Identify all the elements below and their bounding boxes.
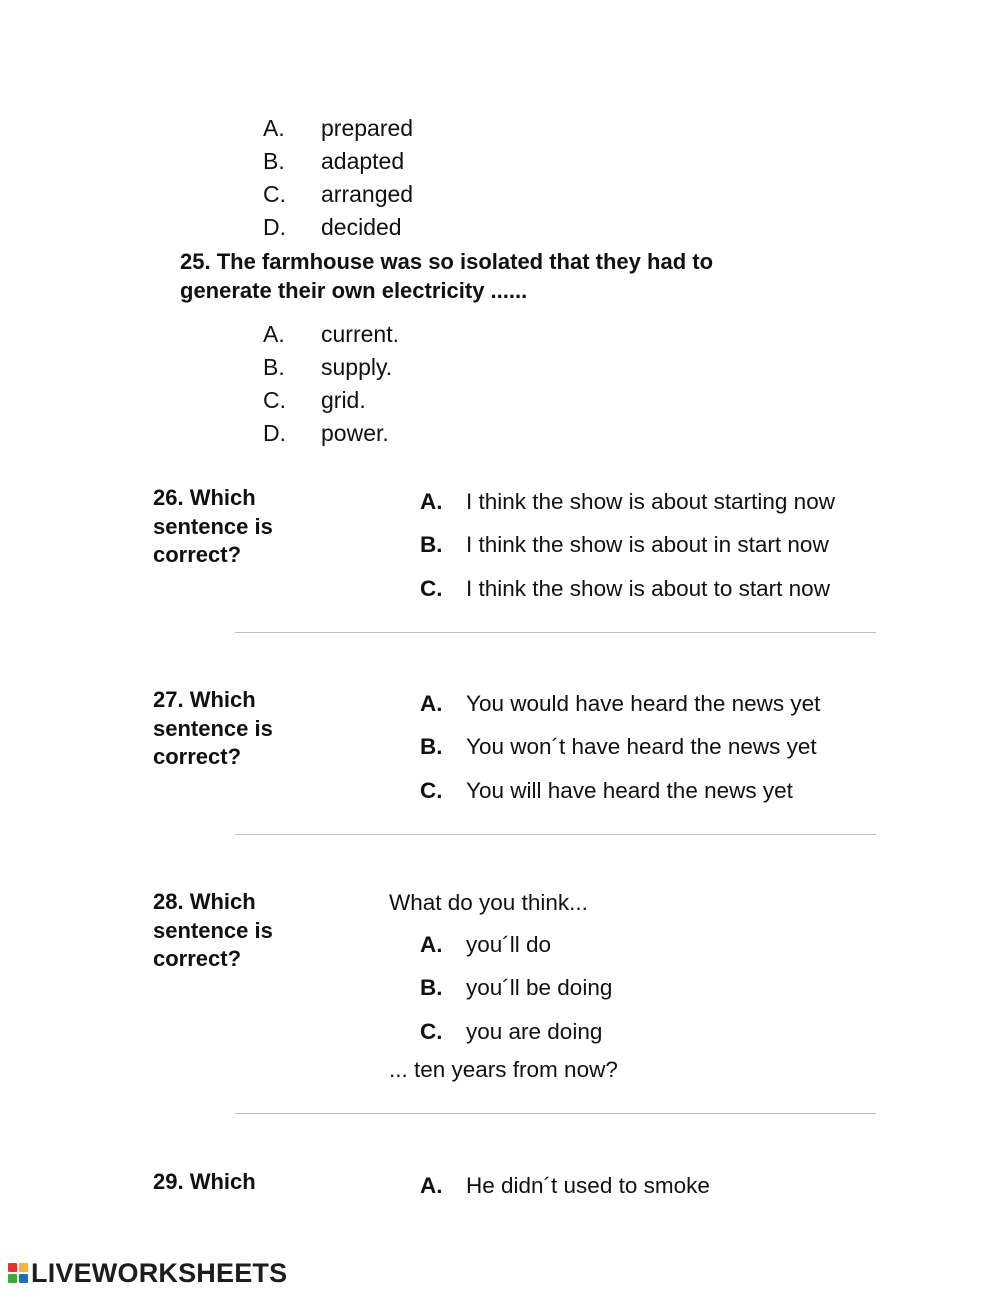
q27-question-line: sentence is: [153, 715, 273, 741]
option-text: supply.: [321, 354, 393, 380]
logo-square-red: [8, 1263, 17, 1272]
option-letter: B.: [420, 734, 443, 759]
logo-squares-icon: [8, 1263, 28, 1283]
option-text: I think the show is about in start now: [466, 532, 829, 557]
logo-brand-text: LIVEWORKSHEETS: [31, 1258, 288, 1288]
option-letter: B.: [263, 148, 285, 174]
option-text: decided: [321, 214, 402, 240]
q28-option-a[interactable]: [420, 931, 880, 959]
q25-question-line-2: generate their own electricity ......: [180, 278, 528, 303]
option-text: I think the show is about to start now: [466, 576, 830, 601]
option-text: you are doing: [466, 1019, 603, 1044]
option-text: prepared: [321, 115, 414, 141]
option-letter: A.: [420, 691, 443, 716]
q24-options: [263, 114, 563, 246]
q27-option-c[interactable]: [420, 777, 880, 805]
option-letter: C.: [420, 576, 443, 601]
option-text: adapted: [321, 148, 405, 174]
q29-option-a[interactable]: [420, 1172, 880, 1200]
liveworksheets-logo[interactable]: [8, 1256, 287, 1290]
logo-square-blue: [19, 1274, 28, 1283]
option-letter: D.: [263, 214, 286, 240]
option-text: You won´t have heard the news yet: [466, 734, 817, 759]
option-letter: A.: [420, 1173, 443, 1198]
q28-question-line: correct?: [153, 946, 242, 971]
q27-question: [153, 686, 353, 772]
q28-option-b[interactable]: [420, 974, 880, 1002]
q28-intro: What do you think...: [389, 890, 588, 915]
option-letter: C.: [263, 387, 286, 413]
option-letter: A.: [420, 932, 443, 957]
q25-question: [180, 247, 880, 305]
option-letter: C.: [263, 181, 286, 207]
q26-question-line: 26. Which: [153, 485, 256, 510]
q26-option-c[interactable]: [420, 575, 880, 603]
q28-question-line: 28. Which: [153, 889, 256, 914]
option-letter: D.: [263, 420, 286, 446]
option-letter: B.: [263, 354, 285, 380]
q26-question-line: correct?: [153, 542, 242, 567]
option-letter: B.: [420, 532, 443, 557]
option-text: You will have heard the news yet: [466, 778, 793, 803]
q24-option-c[interactable]: [263, 180, 563, 208]
q26-option-a[interactable]: [420, 488, 880, 516]
q26-option-b[interactable]: [420, 531, 880, 559]
option-letter: A.: [420, 489, 443, 514]
q25-question-line-1: 25. The farmhouse was so isolated that they had to: [180, 249, 714, 274]
option-letter: A.: [263, 321, 285, 347]
q25-option-b[interactable]: [263, 353, 563, 381]
option-text: you´ll be doing: [466, 975, 613, 1000]
q25-option-c[interactable]: [263, 386, 563, 414]
q26-question: [153, 484, 353, 570]
option-text: current.: [321, 321, 399, 347]
option-letter: A.: [263, 115, 285, 141]
q28-outro: ... ten years from now?: [389, 1057, 618, 1082]
q24-option-b[interactable]: [263, 147, 563, 175]
q27-option-b[interactable]: [420, 733, 880, 761]
option-text: You would have heard the news yet: [466, 691, 821, 716]
logo-square-yellow: [19, 1263, 28, 1272]
q27-option-a[interactable]: [420, 690, 880, 718]
q27-question-line: correct?: [153, 744, 242, 769]
q27-question-line: 27. Which: [153, 687, 256, 712]
q28-question: [153, 888, 353, 974]
option-text: power.: [321, 420, 389, 446]
q28-question-line: sentence is: [153, 917, 273, 943]
divider: [235, 1113, 876, 1114]
q26-question-line: sentence is: [153, 513, 273, 539]
option-text: you´ll do: [466, 932, 552, 957]
option-letter: C.: [420, 1019, 443, 1044]
q28-option-c[interactable]: [420, 1018, 880, 1046]
q25-options: [263, 320, 563, 452]
logo-square-green: [8, 1274, 17, 1283]
q25-option-d[interactable]: [263, 419, 563, 447]
option-text: arranged: [321, 181, 414, 207]
option-text: grid.: [321, 387, 366, 413]
q24-option-d[interactable]: [263, 213, 563, 241]
q29-question: [153, 1168, 353, 1197]
option-letter: B.: [420, 975, 443, 1000]
q29-question-line: 29. Which: [153, 1169, 256, 1194]
q25-option-a[interactable]: [263, 320, 563, 348]
q24-option-a[interactable]: [263, 114, 563, 142]
divider: [235, 834, 876, 835]
divider: [235, 632, 876, 633]
option-text: He didn´t used to smoke: [466, 1173, 710, 1198]
option-letter: C.: [420, 778, 443, 803]
option-text: I think the show is about starting now: [466, 489, 835, 514]
